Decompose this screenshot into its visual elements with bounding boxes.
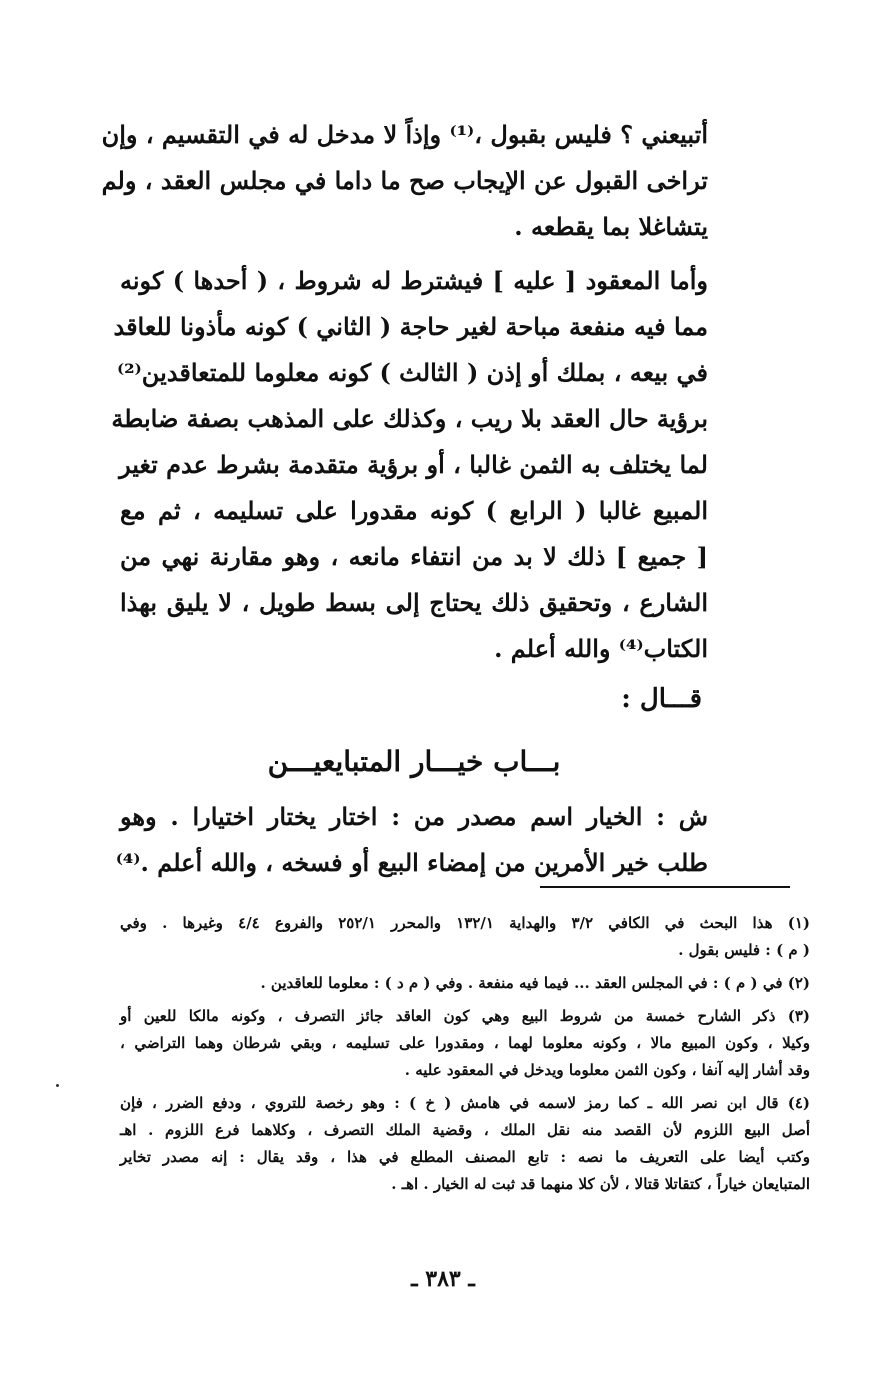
footnote-line: وكتب أيضا على التعريف ما نصه : تابع المصنف المطلع في هذا ، وقد يقال : إنه مصدر تخاير xyxy=(120,1148,810,1166)
text-line: لما يختلف به الثمن غالبا ، أو برؤية متقدمة بشرط عدم تغير xyxy=(119,450,708,479)
footnote-line: (١) هذا البحث في الكافي ٣/٢ والهداية ١٣٢/١ والمحرر ٢٥٢/١ والفروع ٤/٤ وغيرها . وفي xyxy=(120,914,810,932)
footnote-line: (٤) قال ابن نصر الله ـ كما رمز لاسمه في هامش ( خ ) : وهو رخصة للتروي ، ودفع الضرر ، فإن xyxy=(120,1094,810,1112)
text-line: برؤية حال العقد بلا ريب ، وكذلك على المذهب بصفة ضابطة xyxy=(111,404,708,433)
text-line: ش : الخيار اسم مصدر من : اختار يختار اختيارا . وهو xyxy=(120,802,708,831)
footnote-line: وكيلا ، وكون المبيع مالا ، وكونه معلوما لهما ، ومقدورا على تسليمه ، وبقي شرطان وهما التراضي ، xyxy=(120,1034,810,1052)
footnote-1 xyxy=(120,910,810,964)
footnote-4 xyxy=(120,1090,810,1198)
text-line: طلب خير الأمرين من إمضاء البيع أو فسخه ، والله أعلم .⁽⁴⁾ xyxy=(115,848,708,877)
paragraph-1 xyxy=(101,112,708,250)
footnote-line: (٣) ذكر الشارح خمسة من شروط البيع وهي كون العاقد جائز التصرف ، وكونه مالكا للعين أو xyxy=(120,1007,810,1025)
text-line: الكتاب⁽⁴⁾ والله أعلم . xyxy=(494,634,708,663)
paragraph-3 xyxy=(115,794,708,886)
text-line: وأما المعقود [ عليه ] فيشترط له شروط ، ( أحدها ) كونه xyxy=(120,266,708,295)
margin-dot xyxy=(56,1084,59,1087)
text-line: الشارع ، وتحقيق ذلك يحتاج إلى بسط طويل ، لا يليق بهذا xyxy=(120,588,708,617)
text-line: تراخى القبول عن الإيجاب صح ما داما في مجلس العقد ، ولم xyxy=(101,166,708,195)
footnote-line: ( م ) : فليس بقول . xyxy=(678,941,810,959)
footnote-line: أصل البيع اللزوم لأن القصد منه نقل الملك ، وقضية الملك التصرف ، وكلاهما فرع اللزوم . اهـ xyxy=(120,1121,810,1139)
footnote-line: (٢) في ( م ) : في المجلس العقد ... فيما فيه منفعة . وفي ( م د ) : معلوما للعاقدين . xyxy=(260,974,810,992)
paragraph-2 xyxy=(111,258,708,672)
chapter-title: بـــاب خيـــار المتبايعيـــن xyxy=(267,745,561,778)
text-line: أتبيعني ؟ فليس بقبول ،⁽¹⁾ وإذاً لا مدخل له في التقسيم ، وإن xyxy=(101,120,708,149)
page-number: ـ ٣٨٣ ـ xyxy=(411,1266,475,1292)
text-line: مما فيه منفعة مباحة لغير حاجة ( الثاني ) كونه مأذونا للعاقد xyxy=(113,312,708,341)
footnote-2 xyxy=(120,970,810,997)
text-line: المبيع غالبا ( الرابع ) كونه مقدورا على تسليمه ، ثم مع xyxy=(120,496,708,525)
footnote-line: وقد أشار إليه آنفا ، وكون الثمن معلوما ويدخل في المعقود عليه . xyxy=(404,1061,810,1079)
footnote-divider xyxy=(540,886,790,888)
footnotes xyxy=(120,910,810,1198)
text-line: في بيعه ، بملك أو إذن ( الثالث ) كونه معلوما للمتعاقدين⁽²⁾ xyxy=(116,358,708,387)
footnote-line: المتبايعان خياراً ، كتقاتلا قتالا ، لأن كلا منهما قد ثبت له الخيار . اهـ . xyxy=(391,1175,810,1193)
footnote-3 xyxy=(120,1003,810,1084)
text-line: يتشاغلا بما يقطعه . xyxy=(514,212,708,241)
main-text xyxy=(101,112,708,886)
qal-heading: قـــال : xyxy=(621,684,702,714)
text-line: [ جميع ] ذلك لا بد من انتفاء مانعه ، وهو مقارنة نهي من xyxy=(120,542,708,571)
